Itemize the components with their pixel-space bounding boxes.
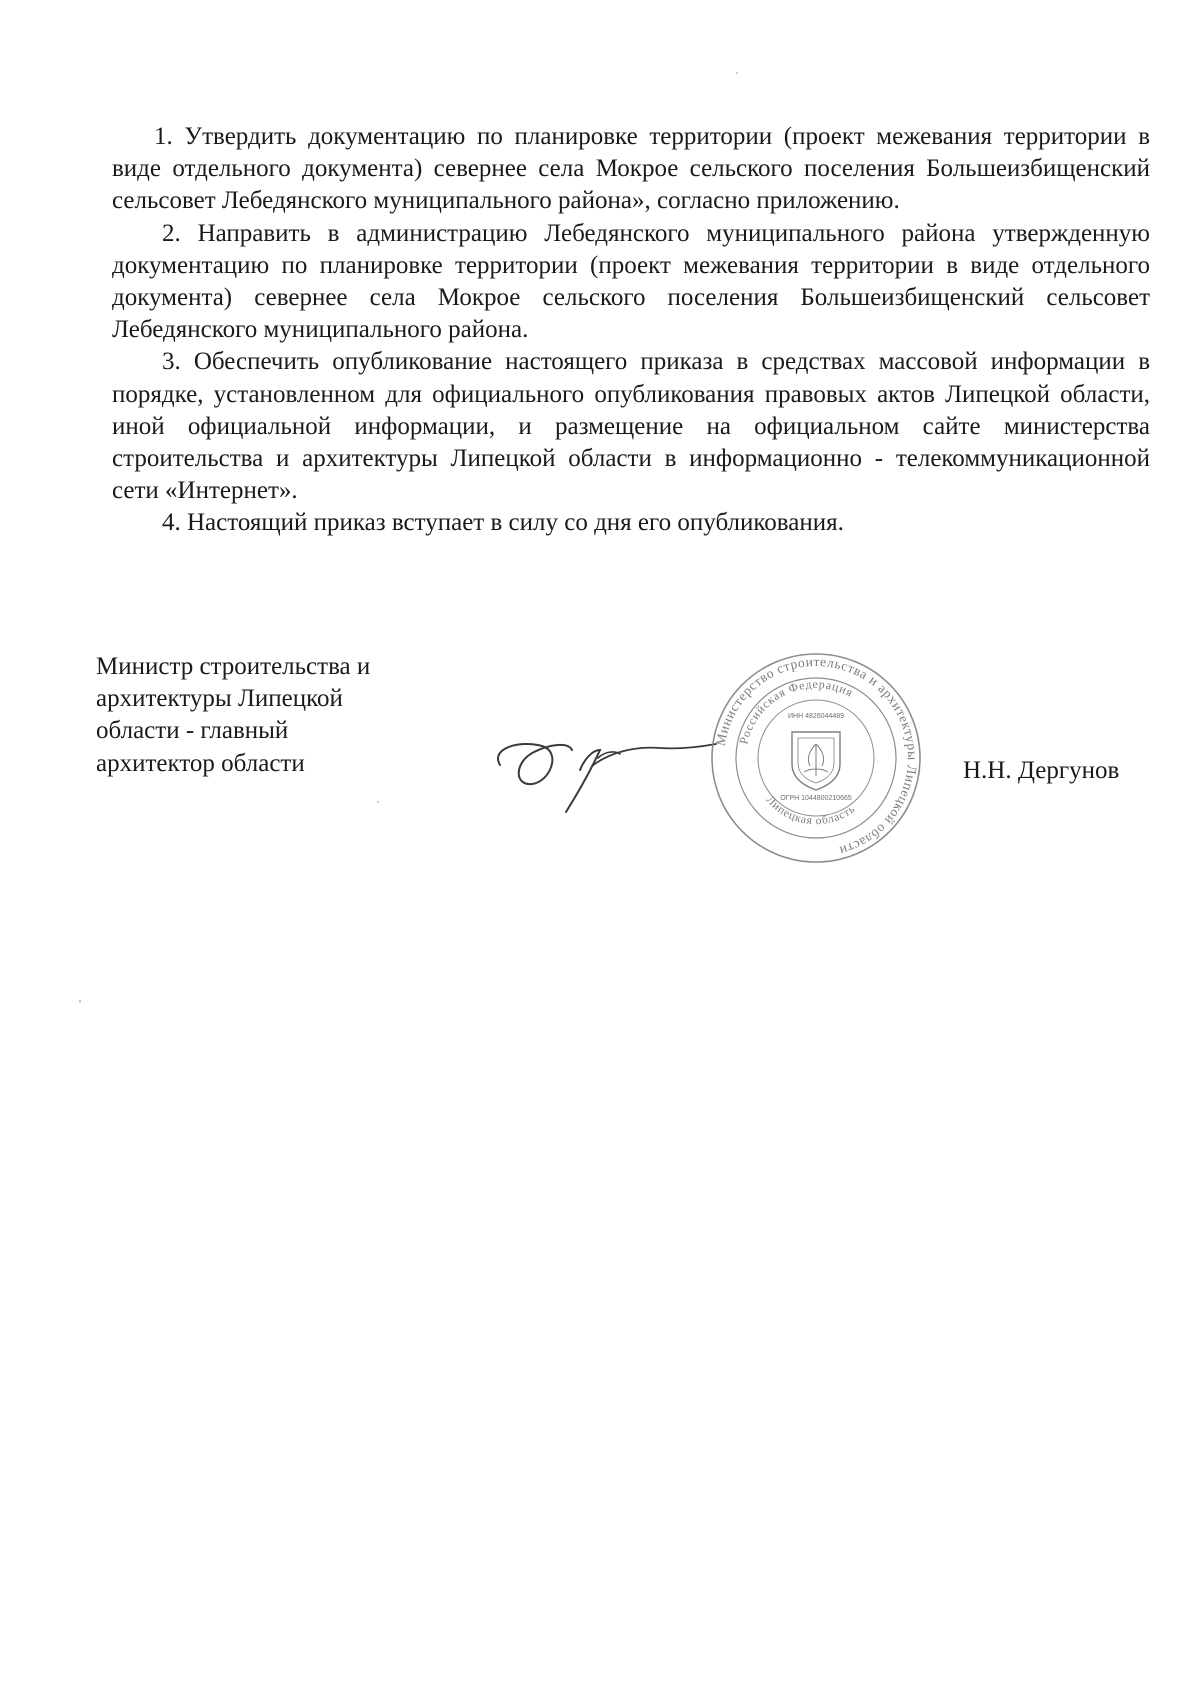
coat-of-arms-icon bbox=[792, 732, 840, 790]
paragraph-2: 2. Направить в администрацию Лебедянского муниципального района утвержденную документацию по планировке территории (проект межевания территории в виде отдельного документа) севернее села Мокрое сельского поселения Большеизбищенский сельсовет Лебедянского муниципального района. bbox=[112, 219, 1150, 344]
signer-position-line: Министр строительства и bbox=[96, 653, 371, 680]
scan-speck bbox=[736, 72, 738, 74]
paragraph-3: 3. Обеспечить опубликование настоящего приказа в средствах массовой информации в порядке, установленном для официального опубликования правовых актов Липецкой области, иной официальной информации, и размещение на официальном сайте министерства строительства и архитектуры Липецкой области в информационно - телекоммуникационной сети «Интернет». bbox=[112, 348, 1150, 505]
handwritten-signature bbox=[480, 700, 720, 820]
scan-speck bbox=[79, 1000, 81, 1003]
svg-text:ИНН 4826044489: ИНН 4826044489 bbox=[787, 713, 845, 720]
svg-text:Липецкая область: Липецкая область bbox=[763, 794, 858, 828]
signer-position-line: архитектуры Липецкой bbox=[96, 685, 343, 713]
svg-text:Министерство строительства и а: Министерство строительства и архитектуры Липецкой области bbox=[712, 653, 921, 859]
paragraph-1: 1. Утвердить документацию по планировке территории (проект межевания территории в виде отдельного документа) севернее села Мокрое сельского поселения Большеизбищенский сельсовет Лебедянского муниципального района», согласно приложению. bbox=[112, 123, 1150, 215]
signer-position-line: архитектор области bbox=[96, 749, 305, 777]
svg-text:ОГРН 1044800210665: ОГРН 1044800210665 bbox=[780, 795, 852, 802]
signer-position bbox=[96, 651, 436, 780]
order-body bbox=[112, 121, 1150, 540]
signer-name: Н.Н. Дергунов bbox=[963, 757, 1120, 784]
signer-position-line: области - главный bbox=[96, 717, 289, 745]
official-seal bbox=[706, 648, 926, 868]
scan-speck bbox=[377, 801, 379, 803]
paragraph-4: 4. Настоящий приказ вступает в силу со дня его опубликования. bbox=[162, 509, 844, 537]
svg-text:Российская Федерация: Российская Федерация bbox=[736, 676, 856, 746]
